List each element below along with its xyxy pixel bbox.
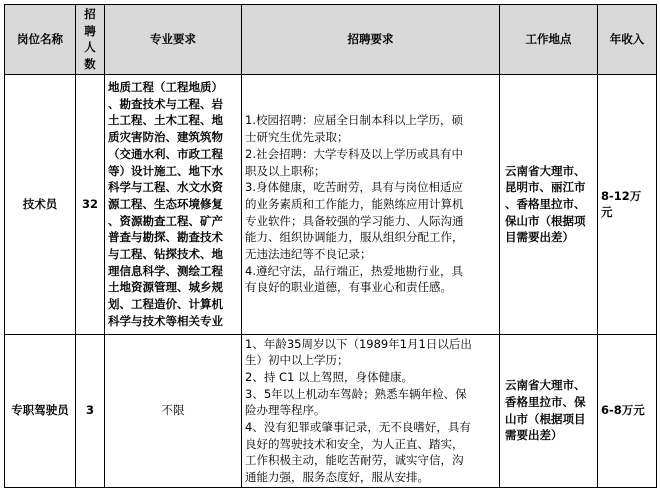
position-cell: 专职驾驶员 [5, 334, 76, 487]
requirement-line: 职及以上职称； [245, 163, 326, 178]
major-line: （交通水利、市政工程 [108, 146, 223, 161]
requirement-line: 生）初中以上学历； [245, 353, 349, 368]
requirement-line: 能力、组织协调能力，服从组织分配工作， [245, 230, 464, 245]
location-line: 云南省大理市、 [505, 163, 586, 178]
salary-cell: 6-8万元 [598, 334, 657, 487]
recruitment-table [4, 4, 657, 488]
header-major: 专业要求 [105, 5, 242, 75]
major-line: 土地资源管理、城乡规 [108, 280, 223, 295]
table-row [5, 334, 657, 487]
major-line: 科学与技术等相关专业 [108, 313, 223, 328]
requirement-line: 3、5年以上机动车驾龄；熟悉车辆年检、保 [245, 386, 467, 401]
requirement-line: 2.社会招聘：大学专科及以上学历或具有中 [245, 146, 463, 161]
requirement-line: 无违法违纪等不良记录； [245, 246, 372, 261]
major-line: 地质工程（工程地质） [108, 80, 223, 95]
location-cell [500, 334, 598, 487]
requirement-line: 4、没有犯罪或肇事记录，无不良嗜好，具有 [245, 420, 471, 435]
requirement-line: 专业软件；具备较强的学习能力、人际沟通 [245, 213, 464, 228]
requirement-line: 1、年龄35周岁以下（1989年1月1日以后出 [245, 336, 472, 351]
major-line: 科学与工程、水文水资 [108, 180, 223, 195]
requirement-line: 有良好的职业道德，有事业心和责任感。 [245, 280, 452, 295]
major-line: 等）设计施工、地下水 [108, 163, 223, 178]
header-location: 工作地点 [500, 5, 598, 75]
location-cell [500, 74, 598, 334]
count-cell: 32 [76, 74, 105, 334]
location-line: 昆明市、丽江市 [505, 180, 586, 195]
major-line: 土工程、土木工程、地 [108, 113, 223, 128]
salary-line: 元 [601, 205, 613, 220]
major-cell [105, 74, 242, 334]
location-line: 云南省大理市、 [505, 378, 586, 393]
major-cell: 不限 [105, 334, 242, 487]
major-line: 、资源勘查工程、矿产 [108, 213, 223, 228]
requirement-line: 3.身体健康，吃苦耐劳，具有与岗位相适应 [245, 180, 463, 195]
header-count: 招聘人数 [76, 5, 105, 75]
count-cell: 3 [76, 334, 105, 487]
table-row [5, 74, 657, 334]
salary-line: 8-12万 [601, 188, 642, 203]
header-requirements: 招聘要求 [242, 5, 500, 75]
major-line: 划、工程造价、计算机 [108, 296, 223, 311]
major-line: 源工程、生态环境修复 [108, 196, 223, 211]
location-line: 香格里拉市、保 [505, 395, 586, 410]
requirement-line: 的业务素质和工作能力，能熟练应用计算机 [245, 196, 464, 211]
requirement-line: 2、持 C1 以上驾照，身体健康。 [245, 370, 413, 385]
location-line: 山市（根据项目 [505, 411, 586, 426]
requirement-line: 4.遵纪守法，品行端正，热爱地勘行业，具 [245, 263, 463, 278]
requirement-line: 工作积极主动，能吃苦耐劳，诚实守信，沟 [245, 453, 464, 468]
position-cell: 技术员 [5, 74, 76, 334]
salary-cell [598, 74, 657, 334]
major-line: 、勘查技术与工程、岩 [108, 96, 223, 111]
requirement-line: 士研究生优先录取； [245, 130, 349, 145]
requirement-line: 通能力强，服务态度好，服从安排。 [245, 470, 429, 485]
requirements-cell [242, 334, 500, 487]
requirement-line: 1.校园招聘：应届全日制本科以上学历，硕 [245, 113, 463, 128]
requirement-line: 良好的驾驶技术和安全，为人正直、踏实， [245, 436, 464, 451]
requirement-line: 险办理等程序。 [245, 403, 326, 418]
header-salary: 年收入 [598, 5, 657, 75]
header-position: 岗位名称 [5, 5, 76, 75]
location-line: 需要出差） [505, 428, 563, 443]
location-line: 、香格里拉市、 [505, 196, 586, 211]
major-line: 质灾害防治、建筑筑物 [108, 130, 223, 145]
major-line: 理信息科学、测绘工程 [108, 263, 223, 278]
major-line: 与工程、钻探技术、地 [108, 246, 223, 261]
header-row [5, 5, 657, 75]
location-line: 保山市（根据项 [505, 213, 586, 228]
location-line: 目需要出差） [505, 230, 574, 245]
requirements-cell [242, 74, 500, 334]
major-line: 普查与勘探、勘查技术 [108, 230, 223, 245]
